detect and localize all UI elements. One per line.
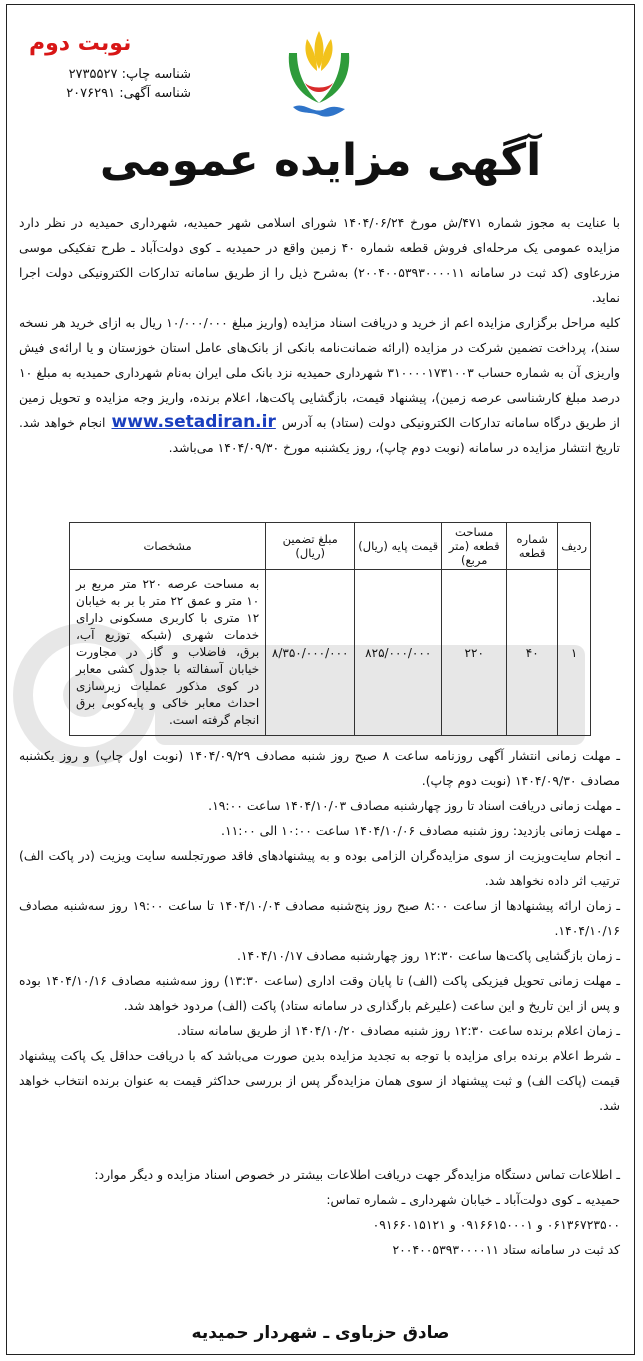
contact-line: ـ اطلاعات تماس دستگاه مزایده‌گر جهت دریافت اطلاعات بیشتر در خصوص اسناد مزایده و دیگر موارد: [94,1167,620,1182]
round-title: نوبت دوم [29,31,132,56]
intro-paragraph-2-tail: انجام خواهد شد. تاریخ انتشار مزایده در سامانه (نوبت دوم چاپ)، روز یکشنبه مورخ ۱۴۰۴/۰۹/۳۰ می‌باشد. [19,415,620,455]
cell-area: ۲۲۰ [442,570,507,736]
intro-paragraph-2-text: کلیه مراحل برگزاری مزایده اعم از خرید و دریافت اسناد مزایده (واریز مبلغ ۱۰/۰۰۰/۰۰۰ ریال به ازای خرید هر نسخه سند)، پرداخت تضمین شرکت در مزایده (ارائه ضمانت‌نامه بانکی از بانک‌های عامل استان خوزستان و یا ارائه‌ی فیش واریزی آن به شماره حساب ۳۱۰۰۰۰۱۷۳۱۰۰۳ شهرداری حمیدیه نزد بانک ملی ایران به‌نام شهرداری حمیدیه به مبلغ ۱۰ درصد مبلغ کارشناسی عرصه زمین)، پیشنهاد قیمت، بازگشایی پاکت‌ها، اعلام برنده، واریز وجه مزایده و تحویل زمین از طریق درگاه سامانه تدارکات الکترونیکی دولت (ستاد) به آدرس [19,315,620,430]
auction-table [69,522,591,736]
list-item: ـ شرط اعلام برنده برای مزایده با توجه به تجدید مزایده بدین صورت می‌باشد که با دریافت حداقل یک پاکت پیشنهاد قیمت (پاکت الف) و ثبت پیشنهاد از سوی همان مزایده‌گر پس از بررسی حداکثر قیمت به عنوان برنده انتخاب خواهد شد. [19,1048,620,1113]
contact-section [19,1162,620,1262]
header-base-price: قیمت پایه (ریال) [355,523,442,570]
header-plot-no: شماره قطعه [507,523,558,570]
advertisement-page [6,4,635,1355]
ad-id: شناسه آگهی: ۲۰۷۶۲۹۱ [66,86,191,101]
list-item: ـ مهلت زمانی انتشار آگهی روزنامه ساعت ۸ صبح روز شنبه مصادف ۱۴۰۴/۰۹/۲۹ (نوبت اول چاپ) و روز یکشنبه مصادف ۱۴۰۴/۰۹/۳۰ (نوبت دوم چاپ). [19,748,620,788]
intro-text [19,210,620,460]
header-guarantee: مبلغ تضمین (ریال) [266,523,355,570]
cell-guarantee: ۸/۳۵۰/۰۰۰/۰۰۰ [266,570,355,736]
list-item: ـ مهلت زمانی بازدید: روز شنبه مصادف ۱۴۰۴/۱۰/۰۶ ساعت ۱۰:۰۰ الی ۱۱:۰۰. [220,823,620,838]
cell-base-price: ۸۲۵/۰۰۰/۰۰۰ [355,570,442,736]
header-row-no: ردیف [558,523,591,570]
header-area: مساحت قطعه (متر مربع) [442,523,507,570]
website-link[interactable]: www.setadiran.ir [111,412,276,432]
intro-paragraph-1: با عنایت به مجوز شماره ۴۷۱/ش مورخ ۱۴۰۴/۰۶/۲۴ شورای اسلامی شهر حمیدیه، شهرداری حمیدیه در نظر دارد مزایده عمومی یک مرحله‌ای فروش قطعه شماره ۴۰ زمین واقع در حمیدیه ـ کوی دولت‌آباد ـ طرح تفکیکی موسی مزرعاوی (کد ثبت در سامانه ۲۰۰۴۰۰۵۳۹۳۰۰۰۰۱۱) به‌شرح ذیل را از طریق سامانه تدارکات الکترونیکی دولت اجرا نماید. [19,215,620,305]
list-item: ـ مهلت زمانی دریافت اسناد تا روز چهارشنبه مصادف ۱۴۰۴/۱۰/۰۳ ساعت ۱۹:۰۰. [208,798,620,813]
conditions-list [19,743,620,1118]
identifiers [21,65,191,103]
cell-specs: به مساحت عرصه ۲۲۰ متر مربع بر ۱۰ متر و عمق ۲۲ متر با بر به خیابان ۱۲ متری با کاربری مسکونی دارای خدمات شهری (شبکه توزیع آب، برق، فاضلاب و گاز در مجاورت خیابان آسفالته با جدول کشی معابر در کوی مذکور عملیات زیرسازی احداث معابر خاکی و پایه‌کوبی برق انجام گرفته است. [70,570,266,736]
list-item: ـ زمان اعلام برنده ساعت ۱۲:۳۰ روز شنبه مصادف ۱۴۰۴/۱۰/۲۰ از طریق سامانه ستاد. [177,1023,620,1038]
main-title: آگهی مزایده عمومی [99,135,542,186]
signature: صادق حزباوی ـ شهردار حمیدیه [191,1323,450,1343]
header-specs: مشخصات [70,523,266,570]
table-header-row [70,523,591,570]
cell-row-no: ۱ [558,570,591,736]
contact-registration-code: کد ثبت در سامانه ستاد ۲۰۰۴۰۰۵۳۹۳۰۰۰۰۱۱ [392,1242,620,1257]
intro-paragraph-2 [19,310,620,460]
list-item: ـ انجام سایت‌ویزیت از سوی مزایده‌گران الزامی بوده و به پیشنهادهای فاقد صورتجلسه سایت ویزیت (در پاکت الف) ترتیب اثر داده نخواهد شد. [19,848,620,888]
table-row [70,570,591,736]
municipality-logo-icon [269,23,369,123]
print-id: شناسه چاپ: ۲۷۳۵۵۲۷ [68,67,191,82]
list-item: ـ مهلت زمانی تحویل فیزیکی پاکت (الف) تا پایان وقت اداری (ساعت ۱۳:۳۰) روز سه‌شنبه مصادف ۱۴۰۴/۱۰/۱۶ بوده و پس از این تاریخ و این ساعت (علیرغم بارگذاری در سامانه ستاد) پاکت (الف) مردود خواهد شد. [19,973,620,1013]
list-item: ـ زمان ارائه پیشنهادها از ساعت ۸:۰۰ صبح روز پنج‌شنبه مصادف ۱۴۰۴/۱۰/۰۴ تا ساعت ۱۹:۰۰ روز سه‌شنبه مصادف ۱۴۰۴/۱۰/۱۶. [19,898,620,938]
list-item: ـ زمان بازگشایی پاکت‌ها ساعت ۱۲:۳۰ روز چهارشنبه مصادف ۱۴۰۴/۱۰/۱۷. [236,948,620,963]
contact-address: حمیدیه ـ کوی دولت‌آباد ـ خیابان شهرداری ـ شماره تماس: [326,1192,620,1207]
auction-table-container [69,522,591,736]
header [7,5,634,140]
contact-phones: ۰۶۱۳۶۷۲۳۵۰۰ و ۰۹۱۶۶۱۵۰۰۰۱ و ۰۹۱۶۶۰۱۵۱۲۱ [372,1217,620,1232]
cell-plot-no: ۴۰ [507,570,558,736]
